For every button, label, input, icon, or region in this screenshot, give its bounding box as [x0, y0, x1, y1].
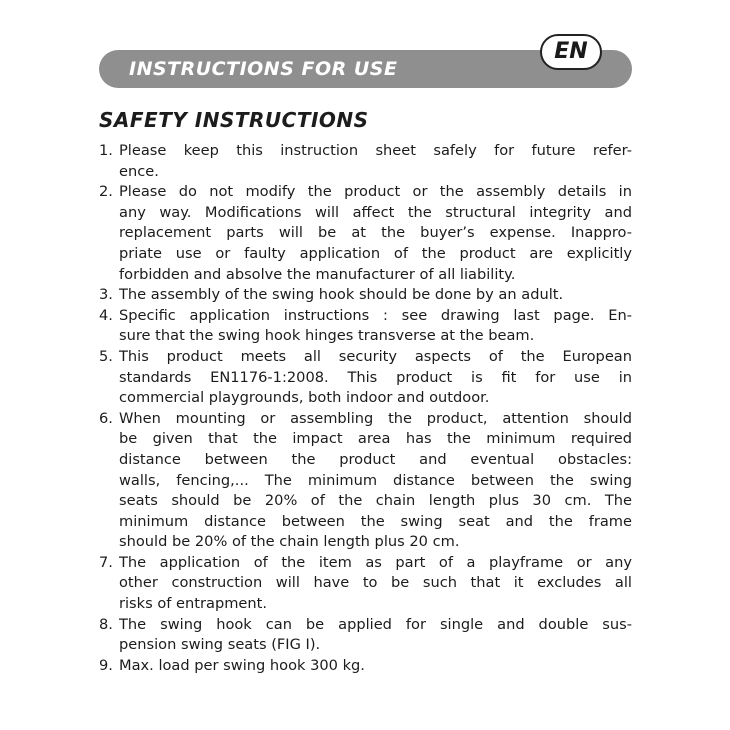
instruction-line: other construction will have to be such that it excludes all: [119, 574, 632, 592]
instruction-item: [99, 656, 632, 677]
section-title: SAFETY INSTRUCTIONS: [99, 108, 369, 132]
instruction-line: forbidden and absolve the manufacturer of all liability.: [119, 265, 516, 283]
instruction-line: minimum distance between the swing seat and the frame: [119, 512, 632, 530]
instruction-line: Please keep this instruction sheet safely for future refer-: [119, 142, 632, 159]
instruction-line: The application of the item as part of a playframe or any: [119, 553, 632, 571]
instruction-item: [99, 347, 632, 409]
instruction-line: The assembly of the swing hook should be done by an adult.: [119, 286, 564, 304]
instruction-item: [99, 306, 632, 347]
page-title: INSTRUCTIONS FOR USE: [129, 58, 398, 80]
instruction-item: [99, 182, 632, 285]
instruction-number: 6.: [99, 409, 113, 427]
instruction-line: Specific application instructions : see drawing last page. En-: [119, 306, 632, 324]
instruction-line: Max. load per swing hook 300 kg.: [119, 656, 365, 674]
instruction-line: standards EN1176-1:2008. This product is fit for use in: [119, 368, 632, 386]
instruction-item: [99, 141, 632, 182]
instruction-line: When mounting or assembling the product, attention should: [119, 409, 632, 427]
instruction-item: [99, 409, 632, 553]
instruction-number: 9.: [99, 656, 113, 674]
instruction-line: ence.: [119, 162, 159, 180]
instruction-line: Please do not modify the product or the assembly details in: [119, 183, 632, 201]
instruction-number: 1.: [99, 142, 113, 159]
instruction-item: [99, 615, 632, 656]
instruction-line: seats should be 20% of the chain length plus 30 cm. The: [119, 492, 632, 510]
instruction-number: 5.: [99, 347, 113, 365]
instruction-list: [99, 141, 632, 676]
language-badge: EN: [540, 34, 602, 70]
instruction-number: 7.: [99, 553, 113, 571]
instruction-item: [99, 553, 632, 615]
instruction-line: be given that the impact area has the minimum required: [119, 430, 632, 448]
instruction-line: any way. Modifications will affect the structural integrity and: [119, 203, 632, 221]
instruction-number: 3.: [99, 286, 113, 304]
instruction-line: This product meets all security aspects of the European: [119, 347, 632, 365]
instruction-line: risks of entrapment.: [119, 595, 268, 613]
instruction-line: distance between the product and eventual obstacles:: [119, 450, 632, 468]
instruction-line: priate use or faulty application of the product are explicitly: [119, 244, 632, 262]
instruction-line: sure that the swing hook hinges transverse at the beam.: [119, 327, 535, 345]
instruction-number: 2.: [99, 183, 113, 201]
instruction-item: [99, 285, 632, 306]
instruction-number: 4.: [99, 306, 113, 324]
instruction-line: pension swing seats (FIG I).: [119, 636, 321, 654]
instruction-number: 8.: [99, 615, 113, 633]
instruction-line: commercial playgrounds, both indoor and outdoor.: [119, 389, 490, 407]
instruction-line: The swing hook can be applied for single and double sus-: [119, 615, 632, 633]
instruction-line: walls, fencing,... The minimum distance between the swing: [119, 471, 632, 489]
instruction-line: should be 20% of the chain length plus 20 cm.: [119, 533, 460, 551]
instruction-line: replacement parts will be at the buyer’s expense. Inappro-: [119, 224, 632, 242]
